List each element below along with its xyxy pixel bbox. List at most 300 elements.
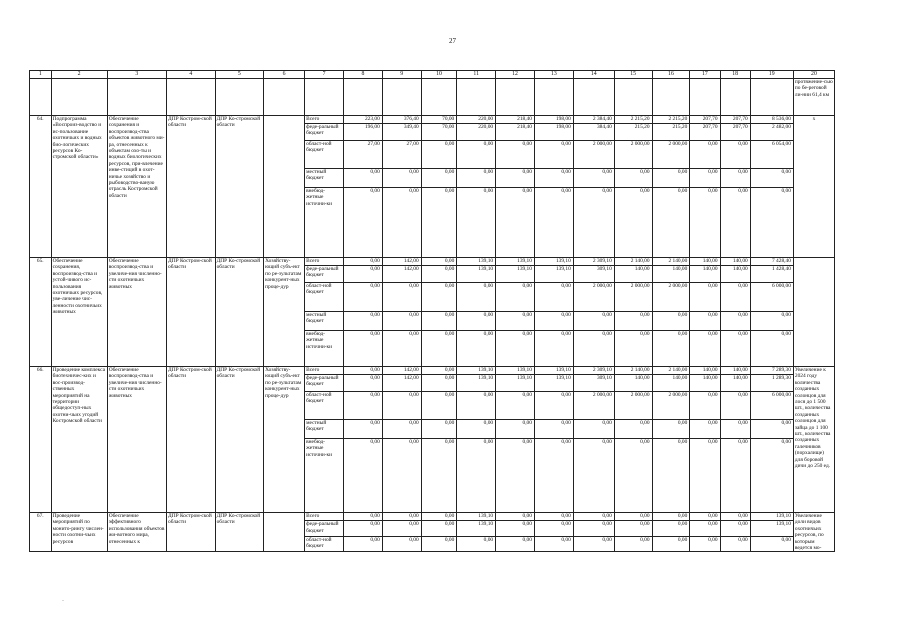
executor: ДПР Костром-ской области xyxy=(167,116,216,258)
amount-cell: 0,00 xyxy=(421,367,457,375)
amount-cell: 220,00 xyxy=(457,116,496,124)
amount-cell: 0,00 xyxy=(382,283,421,312)
amount-cell: 7 289,30 xyxy=(750,367,793,375)
row-number: 65. xyxy=(30,258,52,367)
amount-cell: 0,00 xyxy=(496,513,535,521)
column-number: 11 xyxy=(457,71,496,79)
amount-cell: 1 289,30 xyxy=(750,375,793,392)
amount-cell: 0,00 xyxy=(652,188,690,258)
empty-cell xyxy=(652,79,690,116)
column-number: 14 xyxy=(573,71,614,79)
empty-cell xyxy=(107,79,166,116)
amount-cell: 0,00 xyxy=(343,521,382,537)
implementation-method xyxy=(264,116,305,258)
executor: ДПР Костром-ской области xyxy=(167,367,216,513)
amount-cell: 0,00 xyxy=(382,169,421,188)
amount-cell: 0,00 xyxy=(690,188,720,258)
amount-cell: 0,00 xyxy=(343,513,382,521)
amount-cell: 0,00 xyxy=(382,331,421,367)
funding-source: Всего xyxy=(305,513,344,521)
activity-goal: Обеспечение сохранения и воспроизвод-ства объектов животного ми-ра, отнесенных к объектам охо-ты и водных биологических ресурсов, при-влечение инве-стиций в охот-ничье хозяйство и рыбоводство-ваную отрасль Костромской области xyxy=(107,116,166,258)
amount-cell: 0,00 xyxy=(421,375,457,392)
amount-cell: 376,40 xyxy=(382,116,421,124)
amount-cell: 0,00 xyxy=(421,266,457,283)
amount-cell: 140,00 xyxy=(690,266,720,283)
funding-source: Всего xyxy=(305,258,344,266)
amount-cell: 2 140,00 xyxy=(652,367,690,375)
funding-source: местный бюджет xyxy=(305,420,344,439)
amount-cell: 2 000,00 xyxy=(614,392,652,420)
amount-cell: 2 000,00 xyxy=(652,283,690,312)
implementation-method xyxy=(264,513,305,552)
amount-cell: 0,00 xyxy=(720,188,750,258)
amount-cell: 2 140,00 xyxy=(614,367,652,375)
amount-cell: 139,10 xyxy=(457,521,496,537)
amount-cell: 0,00 xyxy=(382,188,421,258)
amount-cell: 218,40 xyxy=(496,116,535,124)
amount-cell: 0,00 xyxy=(496,141,535,169)
amount-cell: 142,00 xyxy=(382,258,421,266)
amount-cell: 0,00 xyxy=(343,439,382,513)
amount-cell: 0,00 xyxy=(573,169,614,188)
amount-cell: 0,00 xyxy=(496,283,535,312)
amount-cell: 0,00 xyxy=(421,439,457,513)
amount-cell: 0,00 xyxy=(534,141,573,169)
amount-cell: 0,00 xyxy=(343,375,382,392)
amount-cell: 8 536,00 xyxy=(750,116,793,124)
amount-cell: 0,00 xyxy=(690,536,720,552)
co-executor: ДПР Ко-стромской области xyxy=(215,258,264,367)
amount-cell: 142,00 xyxy=(382,266,421,283)
activity-goal: Обеспечение воспроизвод-ства и увеличе-ния численно-сти охотничьих животных xyxy=(107,367,166,513)
amount-cell: 0,00 xyxy=(652,521,690,537)
amount-cell: 0,00 xyxy=(382,536,421,552)
activity-name: Проведение мероприятий по монито-рингу числен-ности охотни-чьих ресурсов xyxy=(51,513,107,552)
amount-cell: 6 054,00 xyxy=(750,141,793,169)
amount-cell: 207,70 xyxy=(720,116,750,124)
amount-cell: 0,00 xyxy=(573,536,614,552)
amount-cell: 0,00 xyxy=(720,521,750,537)
amount-cell: 140,00 xyxy=(652,375,690,392)
amount-cell: 0,00 xyxy=(720,513,750,521)
amount-cell: 0,00 xyxy=(614,312,652,331)
amount-cell: 0,00 xyxy=(614,420,652,439)
budget-table xyxy=(29,70,835,552)
amount-cell: 6 000,00 xyxy=(750,392,793,420)
empty-cell xyxy=(421,79,457,116)
amount-cell: 309,10 xyxy=(573,266,614,283)
amount-cell: 0,00 xyxy=(720,536,750,552)
table-row xyxy=(30,513,835,521)
empty-cell xyxy=(305,79,344,116)
column-number: 20 xyxy=(793,71,834,79)
column-number: 5 xyxy=(215,71,264,79)
column-number: 2 xyxy=(51,71,107,79)
amount-cell: 27,00 xyxy=(382,141,421,169)
amount-cell: 140,00 xyxy=(720,258,750,266)
amount-cell: 0,00 xyxy=(457,392,496,420)
amount-cell: 0,00 xyxy=(652,420,690,439)
amount-cell: 0,00 xyxy=(534,188,573,258)
amount-cell: 0,00 xyxy=(614,439,652,513)
amount-cell: 2 000,00 xyxy=(614,283,652,312)
empty-cell xyxy=(457,79,496,116)
amount-cell: 215,20 xyxy=(614,124,652,141)
amount-cell: 0,00 xyxy=(534,392,573,420)
amount-cell: 27,00 xyxy=(343,141,382,169)
amount-cell: 2 000,00 xyxy=(573,141,614,169)
amount-cell: 0,00 xyxy=(421,141,457,169)
co-executor: ДПР Ко-стромской области xyxy=(215,367,264,513)
column-number: 9 xyxy=(382,71,421,79)
amount-cell: 0,00 xyxy=(496,439,535,513)
amount-cell: 0,00 xyxy=(421,392,457,420)
amount-cell: 142,00 xyxy=(382,367,421,375)
funding-source: местный бюджет xyxy=(305,169,344,188)
empty-cell xyxy=(614,79,652,116)
indicator: Увеличение доли видов охотничьих ресурсов, по которым ведется мо- xyxy=(793,513,834,552)
indicator: x xyxy=(793,116,834,258)
amount-cell: 0,00 xyxy=(343,312,382,331)
amount-cell: 139,10 xyxy=(496,375,535,392)
amount-cell: 0,00 xyxy=(614,188,652,258)
amount-cell: 0,00 xyxy=(457,439,496,513)
empty-cell xyxy=(382,79,421,116)
amount-cell: 2 140,00 xyxy=(614,258,652,266)
amount-cell: 0,00 xyxy=(382,312,421,331)
funding-source: внебюд-жетные источни-ки xyxy=(305,331,344,367)
amount-cell: 0,00 xyxy=(421,258,457,266)
amount-cell: 140,00 xyxy=(614,375,652,392)
indicator xyxy=(793,258,834,367)
table-row xyxy=(30,116,835,124)
activity-name: Подпрограмма «Воспроиз-водство и ис-пользование охотничьих и водных био-логических ресурсов Ко-стромской области» xyxy=(51,116,107,258)
amount-cell: 198,00 xyxy=(534,124,573,141)
amount-cell: 0,00 xyxy=(382,420,421,439)
executor: ДПР Костром-ской области xyxy=(167,258,216,367)
funding-source: феде-ральный бюджет xyxy=(305,375,344,392)
amount-cell: 0,00 xyxy=(652,169,690,188)
amount-cell: 384,40 xyxy=(573,124,614,141)
amount-cell: 0,00 xyxy=(720,420,750,439)
amount-cell: 0,00 xyxy=(496,312,535,331)
column-number: 8 xyxy=(343,71,382,79)
amount-cell: 0,00 xyxy=(652,513,690,521)
amount-cell: 0,00 xyxy=(690,283,720,312)
funding-source: внебюд-жетные источни-ки xyxy=(305,188,344,258)
amount-cell: 139,10 xyxy=(457,513,496,521)
amount-cell: 139,10 xyxy=(534,266,573,283)
executor: ДПР Костром-ской области xyxy=(167,513,216,552)
co-executor: ДПР Ко-стромской области xyxy=(215,513,264,552)
amount-cell: 0,00 xyxy=(573,420,614,439)
amount-cell: 0,00 xyxy=(534,312,573,331)
empty-cell xyxy=(343,79,382,116)
amount-cell: 2 000,00 xyxy=(573,283,614,312)
amount-cell: 0,00 xyxy=(382,392,421,420)
amount-cell: 139,10 xyxy=(534,375,573,392)
amount-cell: 0,00 xyxy=(534,283,573,312)
amount-cell: 0,00 xyxy=(343,266,382,283)
amount-cell: 0,00 xyxy=(421,513,457,521)
amount-cell: 140,00 xyxy=(690,375,720,392)
amount-cell: 0,00 xyxy=(382,513,421,521)
amount-cell: 0,00 xyxy=(421,331,457,367)
amount-cell: 309,10 xyxy=(573,375,614,392)
amount-cell: 0,00 xyxy=(614,331,652,367)
amount-cell: 0,00 xyxy=(750,312,793,331)
column-number: 4 xyxy=(167,71,216,79)
amount-cell: 139,10 xyxy=(750,513,793,521)
amount-cell: 2 215,20 xyxy=(652,116,690,124)
amount-cell: 196,00 xyxy=(343,124,382,141)
amount-cell: 0,00 xyxy=(750,536,793,552)
amount-cell: 139,10 xyxy=(496,367,535,375)
amount-cell: 0,00 xyxy=(457,188,496,258)
table-row xyxy=(30,367,835,375)
empty-cell xyxy=(264,79,305,116)
amount-cell: 2 000,00 xyxy=(573,392,614,420)
amount-cell: 0,00 xyxy=(750,169,793,188)
amount-cell: 0,00 xyxy=(690,513,720,521)
amount-cell: 2 309,10 xyxy=(573,367,614,375)
amount-cell: 0,00 xyxy=(343,188,382,258)
amount-cell: 2 000,00 xyxy=(614,141,652,169)
funding-source: Всего xyxy=(305,116,344,124)
amount-cell: 0,00 xyxy=(457,169,496,188)
amount-cell: 140,00 xyxy=(720,367,750,375)
amount-cell: 0,00 xyxy=(343,420,382,439)
column-number: 17 xyxy=(690,71,720,79)
amount-cell: 139,10 xyxy=(534,258,573,266)
funding-source: феде-ральный бюджет xyxy=(305,266,344,283)
amount-cell: 0,00 xyxy=(496,521,535,537)
carry-over-note: протяжение-сью по бе-реговой ли-нии 61,4 км xyxy=(793,79,834,116)
amount-cell: 140,00 xyxy=(720,266,750,283)
empty-cell xyxy=(573,79,614,116)
amount-cell: 207,70 xyxy=(690,116,720,124)
amount-cell: 207,70 xyxy=(720,124,750,141)
amount-cell: 0,00 xyxy=(534,536,573,552)
amount-cell: 0,00 xyxy=(457,312,496,331)
funding-source: област-ной бюджет xyxy=(305,536,344,552)
amount-cell: 0,00 xyxy=(457,331,496,367)
amount-cell: 2 215,20 xyxy=(614,116,652,124)
amount-cell: 0,00 xyxy=(652,331,690,367)
amount-cell: 0,00 xyxy=(343,392,382,420)
empty-cell xyxy=(215,79,264,116)
amount-cell: 198,00 xyxy=(534,116,573,124)
amount-cell: 140,00 xyxy=(652,266,690,283)
amount-cell: 140,00 xyxy=(720,375,750,392)
empty-cell xyxy=(720,79,750,116)
amount-cell: 0,00 xyxy=(382,521,421,537)
column-number: 1 xyxy=(30,71,52,79)
row-number: 64. xyxy=(30,116,52,258)
amount-cell: 218,40 xyxy=(496,124,535,141)
amount-cell: 0,00 xyxy=(690,392,720,420)
page-number: 27 xyxy=(449,37,456,45)
indicator: Увеличение к 2024 году количества созданных солонцов для лося до 1 500 шт., количества созданных солонцов для зайца до 1 100 шт., количества созданных галечников (порхалище) для боровой дичи до 250 ед. xyxy=(793,367,834,513)
amount-cell: 1 428,40 xyxy=(750,266,793,283)
scan-mark: - xyxy=(62,598,64,604)
empty-cell xyxy=(167,79,216,116)
amount-cell: 139,10 xyxy=(457,266,496,283)
amount-cell: 0,00 xyxy=(343,536,382,552)
funding-source: област-ной бюджет xyxy=(305,141,344,169)
co-executor: ДПР Ко-стромской области xyxy=(215,116,264,258)
amount-cell: 2 482,00 xyxy=(750,124,793,141)
amount-cell: 139,10 xyxy=(457,367,496,375)
amount-cell: 0,00 xyxy=(750,331,793,367)
empty-cell xyxy=(51,79,107,116)
amount-cell: 0,00 xyxy=(421,283,457,312)
amount-cell: 0,00 xyxy=(690,439,720,513)
amount-cell: 0,00 xyxy=(534,439,573,513)
amount-cell: 0,00 xyxy=(750,420,793,439)
amount-cell: 0,00 xyxy=(534,521,573,537)
amount-cell: 0,00 xyxy=(343,258,382,266)
column-number: 16 xyxy=(652,71,690,79)
amount-cell: 0,00 xyxy=(496,188,535,258)
amount-cell: 0,00 xyxy=(690,331,720,367)
amount-cell: 0,00 xyxy=(690,169,720,188)
amount-cell: 0,00 xyxy=(614,536,652,552)
column-number: 15 xyxy=(614,71,652,79)
amount-cell: 0,00 xyxy=(534,331,573,367)
implementation-method: Хозяйству-ющий субъ-ект по ре-зультатам конкурент-ных проце-дур xyxy=(264,258,305,367)
amount-cell: 6 000,00 xyxy=(750,283,793,312)
column-number: 3 xyxy=(107,71,166,79)
row-number: 66. xyxy=(30,367,52,513)
column-number: 10 xyxy=(421,71,457,79)
amount-cell: 0,00 xyxy=(421,420,457,439)
implementation-method: Хозяйству-ющий субъ-ект по ре-зультатам конкурент-ных проце-дур xyxy=(264,367,305,513)
amount-cell: 139,10 xyxy=(496,258,535,266)
funding-source: феде-ральный бюджет xyxy=(305,124,344,141)
empty-cell xyxy=(534,79,573,116)
amount-cell: 139,10 xyxy=(457,258,496,266)
amount-cell: 0,00 xyxy=(720,331,750,367)
amount-cell: 0,00 xyxy=(573,439,614,513)
funding-source: област-ной бюджет xyxy=(305,283,344,312)
amount-cell: 0,00 xyxy=(720,141,750,169)
amount-cell: 0,00 xyxy=(421,536,457,552)
amount-cell: 2 000,00 xyxy=(652,392,690,420)
amount-cell: 0,00 xyxy=(343,331,382,367)
amount-cell: 0,00 xyxy=(457,420,496,439)
funding-source: област-ной бюджет xyxy=(305,392,344,420)
amount-cell: 2 384,40 xyxy=(573,116,614,124)
amount-cell: 0,00 xyxy=(652,439,690,513)
activity-name: Проведение комплекса биотехничес-ких и вос-производ-ственных мероприятий на территории общедоступ-ных охотни-чьих угодий Костромской области xyxy=(51,367,107,513)
amount-cell: 0,00 xyxy=(573,188,614,258)
column-number: 12 xyxy=(496,71,535,79)
amount-cell: 0,00 xyxy=(573,312,614,331)
amount-cell: 0,00 xyxy=(496,331,535,367)
amount-cell: 0,00 xyxy=(690,420,720,439)
amount-cell: 220,00 xyxy=(457,124,496,141)
amount-cell: 0,00 xyxy=(614,521,652,537)
amount-cell: 142,00 xyxy=(382,375,421,392)
amount-cell: 139,10 xyxy=(534,367,573,375)
amount-cell: 2 309,10 xyxy=(573,258,614,266)
column-number: 7 xyxy=(305,71,344,79)
table-row xyxy=(30,258,835,266)
column-number: 13 xyxy=(534,71,573,79)
amount-cell: 139,10 xyxy=(457,375,496,392)
column-number: 19 xyxy=(750,71,793,79)
amount-cell: 0,00 xyxy=(720,283,750,312)
amount-cell: 0,00 xyxy=(720,439,750,513)
empty-cell xyxy=(750,79,793,116)
amount-cell: 207,70 xyxy=(690,124,720,141)
amount-cell: 0,00 xyxy=(573,513,614,521)
amount-cell: 70,00 xyxy=(421,116,457,124)
amount-cell: 0,00 xyxy=(614,513,652,521)
amount-cell: 0,00 xyxy=(573,331,614,367)
amount-cell: 70,00 xyxy=(421,124,457,141)
amount-cell: 0,00 xyxy=(750,439,793,513)
amount-cell: 0,00 xyxy=(573,521,614,537)
amount-cell: 0,00 xyxy=(343,283,382,312)
amount-cell: 0,00 xyxy=(534,169,573,188)
amount-cell: 0,00 xyxy=(720,312,750,331)
amount-cell: 0,00 xyxy=(382,439,421,513)
amount-cell: 0,00 xyxy=(421,312,457,331)
amount-cell: 215,20 xyxy=(652,124,690,141)
amount-cell: 0,00 xyxy=(652,536,690,552)
activity-goal: Обеспечение воспроизвод-ства и увеличе-ния численно-сти охотничьих животных xyxy=(107,258,166,367)
amount-cell: 0,00 xyxy=(652,312,690,331)
amount-cell: 0,00 xyxy=(720,169,750,188)
amount-cell: 223,00 xyxy=(343,116,382,124)
funding-source: Всего xyxy=(305,367,344,375)
amount-cell: 0,00 xyxy=(457,283,496,312)
amount-cell: 0,00 xyxy=(750,188,793,258)
amount-cell: 140,00 xyxy=(614,266,652,283)
amount-cell: 0,00 xyxy=(457,536,496,552)
funding-source: местный бюджет xyxy=(305,312,344,331)
column-number: 18 xyxy=(720,71,750,79)
amount-cell: 0,00 xyxy=(457,141,496,169)
funding-source: феде-ральный бюджет xyxy=(305,521,344,537)
amount-cell: 139,10 xyxy=(496,266,535,283)
amount-cell: 349,40 xyxy=(382,124,421,141)
amount-cell: 0,00 xyxy=(496,420,535,439)
header-row xyxy=(30,71,835,79)
activity-name: Обеспечение сохранения, воспроизвод-ства и устой-чивого ис-пользования охотничьих ресурсов, уве-личение чис-ленности охотничьих животных xyxy=(51,258,107,367)
amount-cell: 0,00 xyxy=(496,536,535,552)
carry-over-row xyxy=(30,79,835,116)
amount-cell: 0,00 xyxy=(614,169,652,188)
amount-cell: 0,00 xyxy=(690,521,720,537)
amount-cell: 0,00 xyxy=(534,420,573,439)
activity-goal: Обеспечение эффективного использования объектов жи-вотного мира, отнесенных к xyxy=(107,513,166,552)
amount-cell: 0,00 xyxy=(534,513,573,521)
amount-cell: 0,00 xyxy=(421,169,457,188)
amount-cell: 0,00 xyxy=(421,521,457,537)
column-number: 6 xyxy=(264,71,305,79)
amount-cell: 0,00 xyxy=(720,392,750,420)
amount-cell: 0,00 xyxy=(343,169,382,188)
amount-cell: 0,00 xyxy=(690,141,720,169)
amount-cell: 0,00 xyxy=(343,367,382,375)
amount-cell: 140,00 xyxy=(690,258,720,266)
funding-source: внебюд-жетные источни-ки xyxy=(305,439,344,513)
amount-cell: 140,00 xyxy=(690,367,720,375)
amount-cell: 0,00 xyxy=(421,188,457,258)
